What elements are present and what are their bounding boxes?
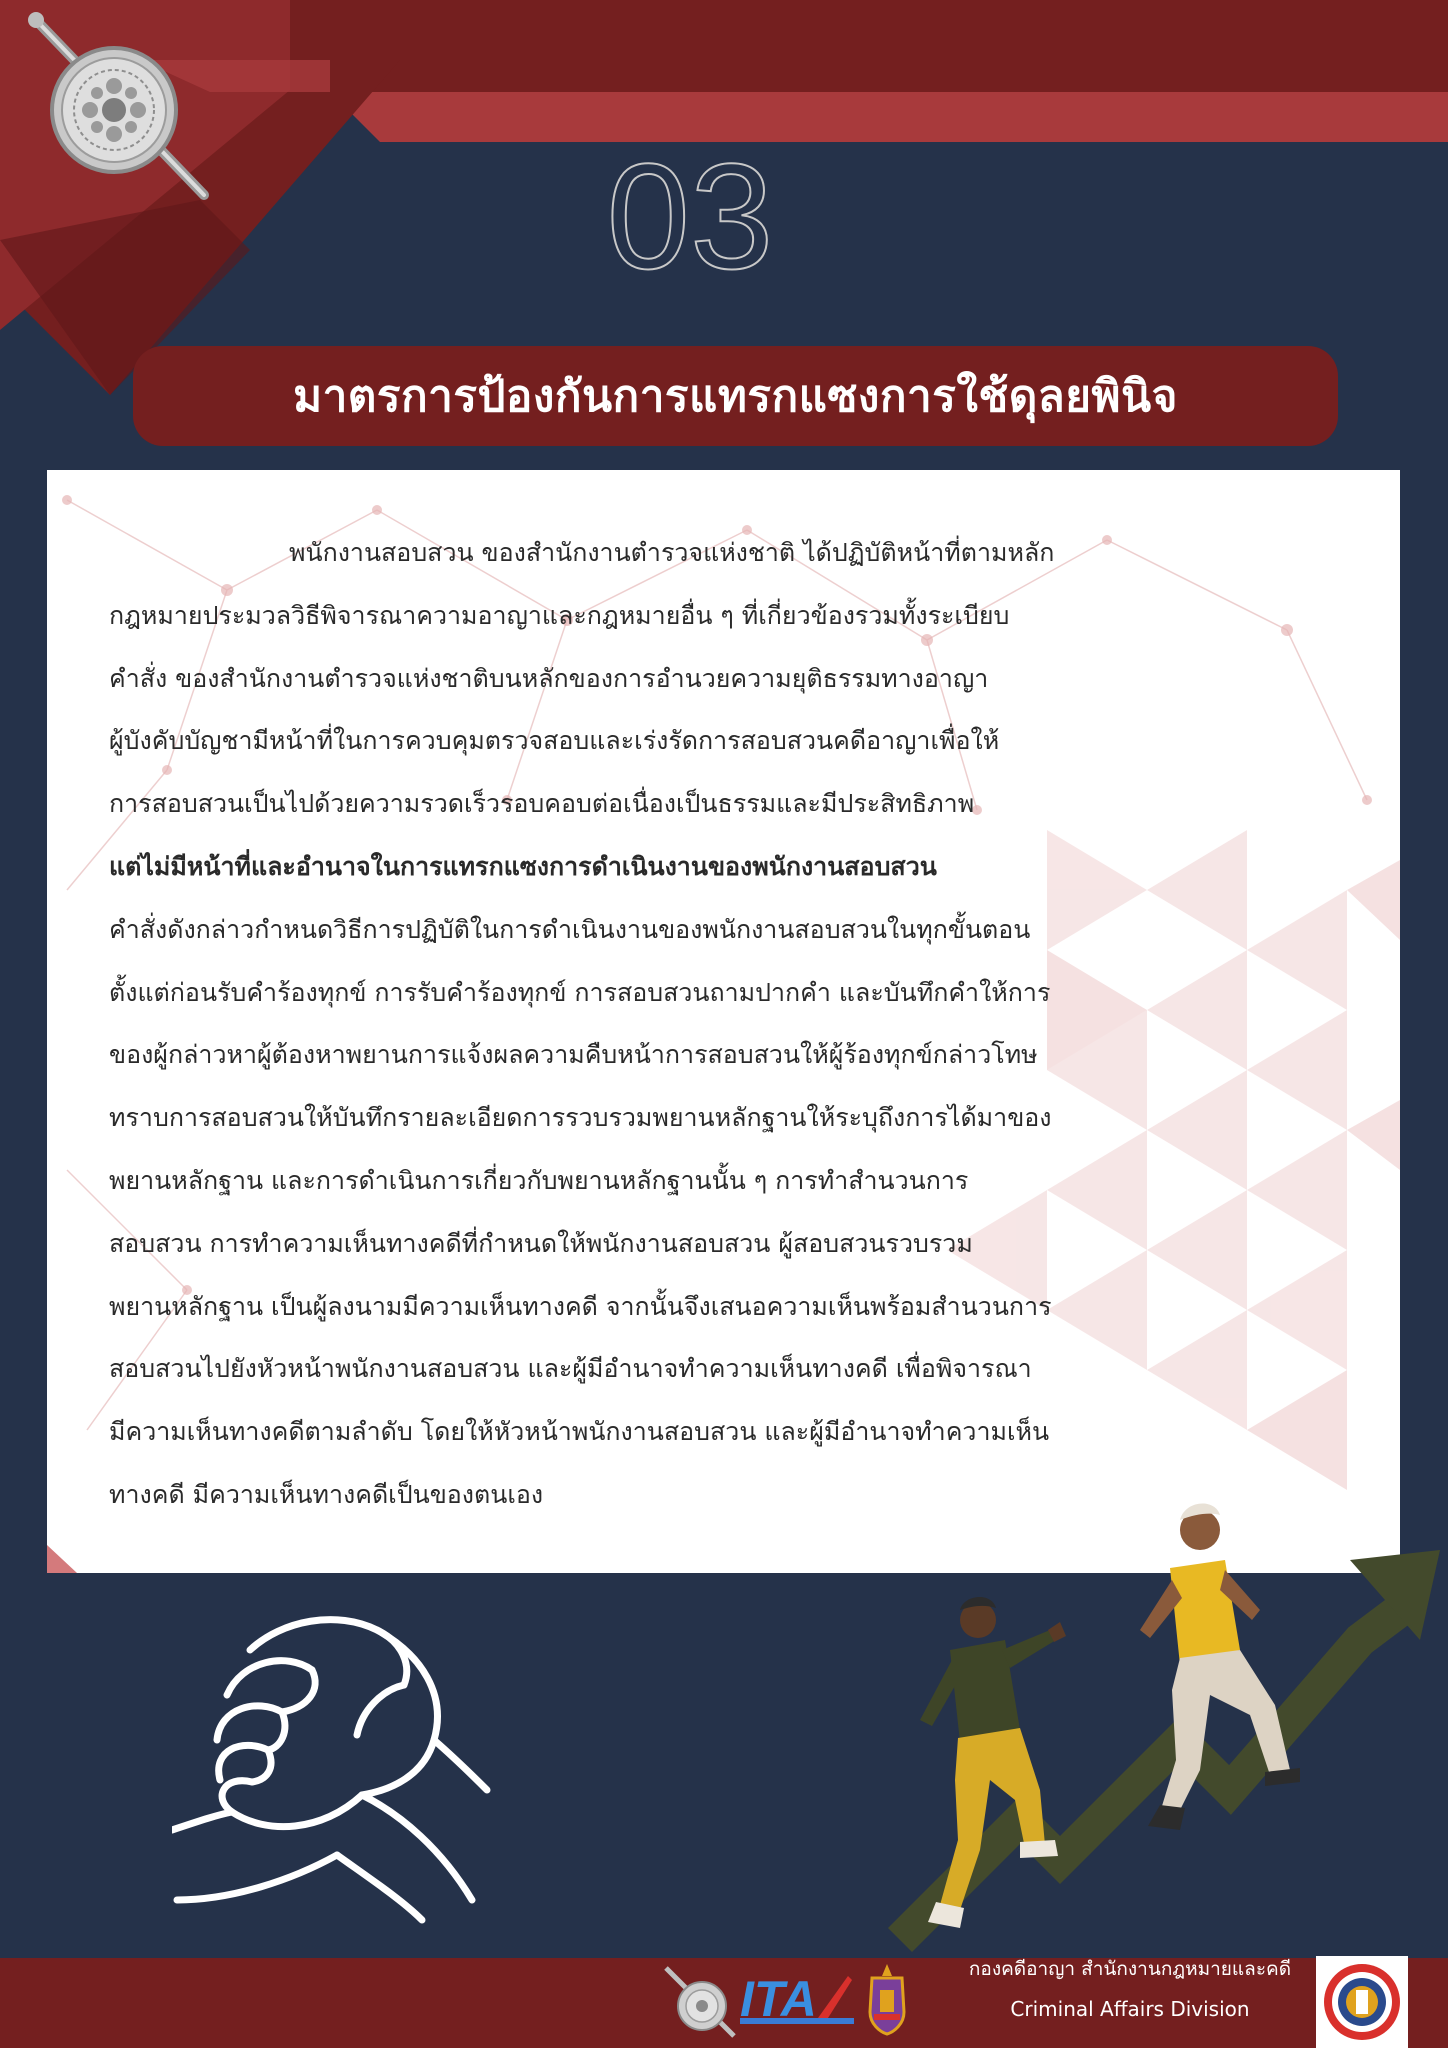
body-line: สอบสวน การทำความเห็นทางคดีที่กำหนดให้พนักงานสอบสวน ผู้สอบสวนรวบรวม [109,1228,973,1258]
police-seal-icon [14,10,214,210]
thai-crest-icon [862,1962,912,2036]
body-line: พยานหลักฐาน และการดำเนินการเกี่ยวกับพยานหลักฐานนั้น ๆ การทำสำนวนการ [109,1165,969,1195]
climbing-people-illustration [880,1490,1440,1960]
body-line: คำสั่งดังกล่าวกำหนดวิธีการปฏิบัติในการดำเนินงานของพนักงานสอบสวนในทุกขั้นตอน [109,914,1031,944]
body-line: กฎหมายประมวลวิธีพิจารณาความอาญาและกฎหมายอื่น ๆ ที่เกี่ยวข้องรวมทั้งระเบียบ [109,600,1010,630]
body-line: การสอบสวนเป็นไปด้วยความรวดเร็วรอบคอบต่อเนื่องเป็นธรรมและมีประสิทธิภาพ [109,789,975,819]
body-line: ผู้บังคับบัญชามีหน้าที่ในการควบคุมตรวจสอบและเร่งรัดการสอบสวนคดีอาญาเพื่อให้ [109,726,1000,756]
body-paragraph [109,522,1339,1527]
title-banner [133,346,1338,446]
footer-police-seal-icon [660,1962,740,2042]
body-line-emphasis: แต่ไม่มีหน้าที่และอำนาจในการแทรกแซงการดำเนินงานของพนักงานสอบสวน [109,851,937,881]
handshake-icon [172,1600,502,1930]
svg-text:ITA: ITA [740,1971,817,2027]
content-card [47,470,1400,1573]
division-emblem-icon [1316,1956,1408,2048]
body-line: ตั้งแต่ก่อนรับคำร้องทุกข์ การรับคำร้องทุกข์ การสอบสวนถามปากคำ และบันทึกคำให้การ [109,977,1051,1007]
page-title: มาตรการป้องกันการแทรกแซงการใช้ดุลยพินิจ [293,371,1178,422]
body-line: สอบสวนไปยังหัวหน้าพนักงานสอบสวน และผู้มีอำนาจทำความเห็นทางคดี เพื่อพิจารณา [109,1354,1032,1384]
body-line: ของผู้กล่าวหาผู้ต้องหาพยานการแจ้งผลความคืบหน้าการสอบสวนให้ผู้ร้องทุกข์กล่าวโทษ [109,1040,1038,1070]
body-line: พนักงานสอบสวน ของสำนักงานตำรวจแห่งชาติ ได้ปฏิบัติหน้าที่ตามหลัก [289,538,1055,567]
footer-org-thai: กองคดีอาญา สำนักงานกฎหมายและคดี [968,1958,1292,1980]
ita-logo [738,1968,856,2028]
body-line: ทางคดี มีความเห็นทางคดีเป็นของตนเอง [109,1479,544,1509]
body-line: คำสั่ง ของสำนักงานตำรวจแห่งชาติบนหลักของการอำนวยความยุติธรรมทางอาญา [109,663,989,693]
svg-text:03: 03 [606,140,774,290]
footer-org-english: Criminal Affairs Division [1010,1997,1250,2021]
section-number [560,140,820,290]
body-line: มีความเห็นทางคดีตามลำดับ โดยให้หัวหน้าพนักงานสอบสวน และผู้มีอำนาจทำความเห็น [109,1417,1050,1447]
body-line: พยานหลักฐาน เป็นผู้ลงนามมีความเห็นทางคดี จากนั้นจึงเสนอความเห็นพร้อมสำนวนการ [109,1291,1052,1321]
body-line: ทราบการสอบสวนให้บันทึกรายละเอียดการรวบรวมพยานหลักฐานให้ระบุถึงการได้มาของ [109,1103,1052,1133]
